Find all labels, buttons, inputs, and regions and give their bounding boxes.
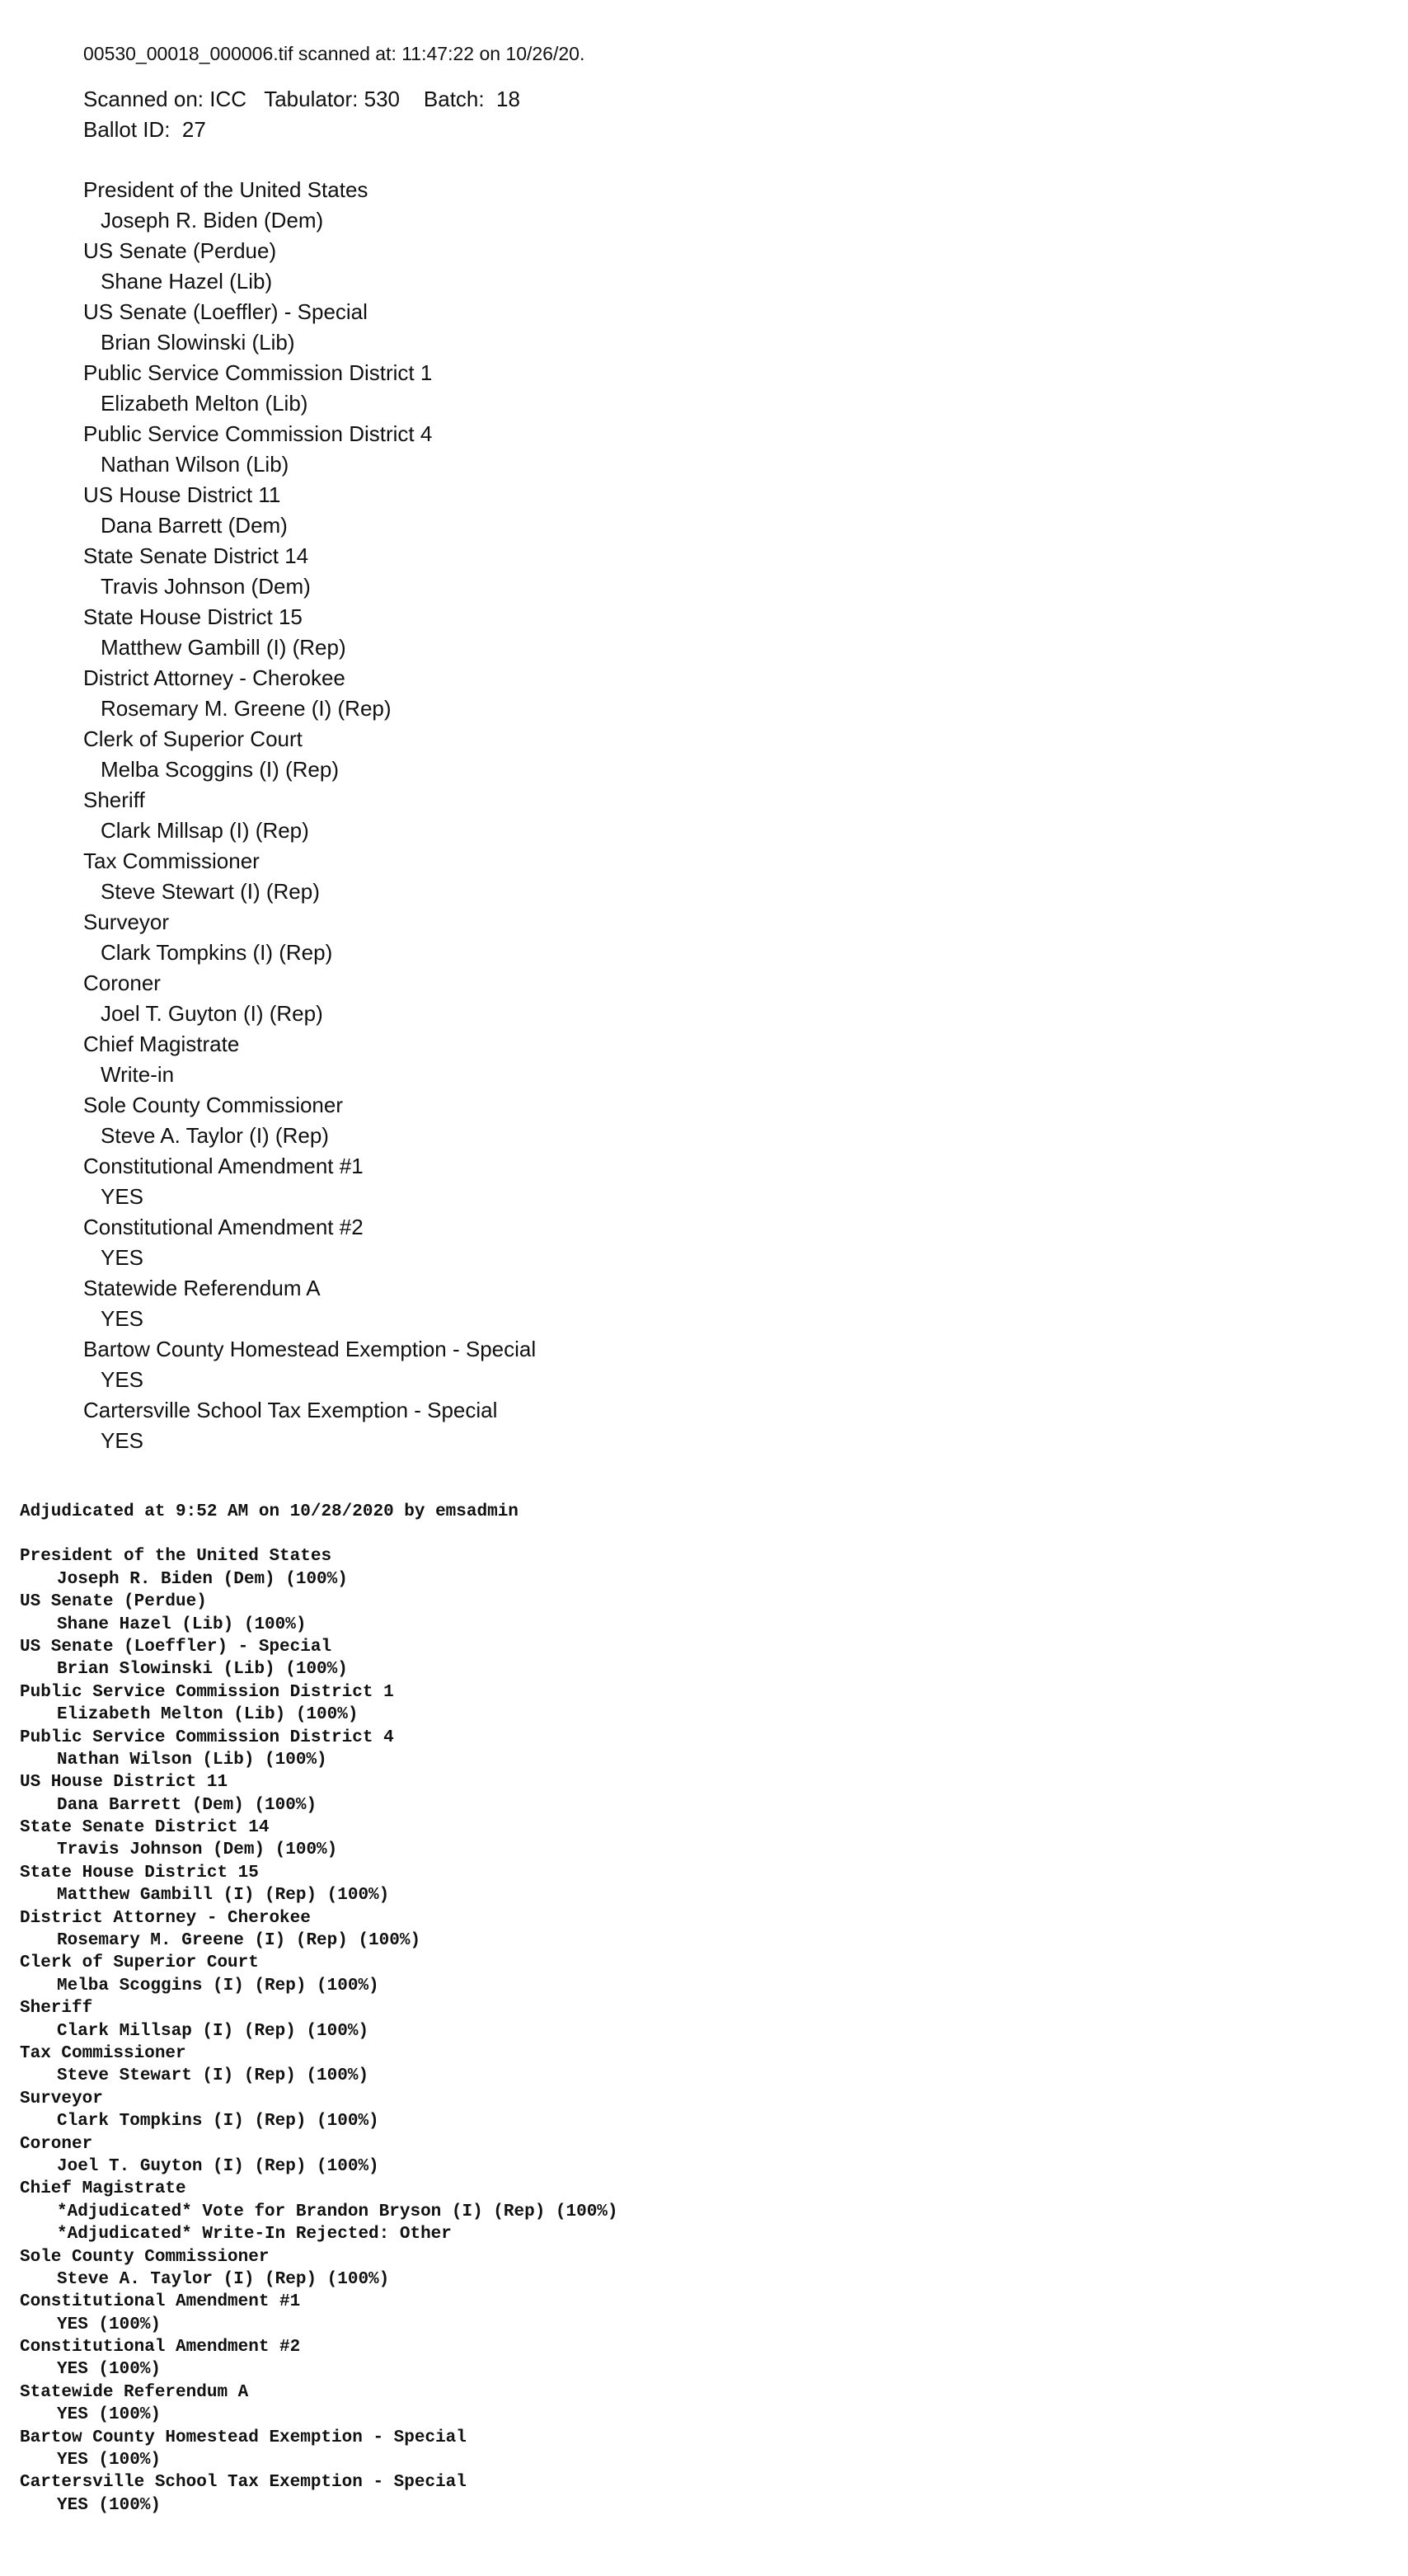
adjudicated-choice: Elizabeth Melton (Lib) (100%) (57, 1705, 359, 1725)
adjudicated-contest-title: President of the United States (20, 1547, 332, 1567)
adjudicated-contest-title: Coroner (20, 2134, 93, 2154)
adjudicated-choice: YES (100%) (57, 2405, 162, 2425)
scan-contest-choice: Melba Scoggins (I) (Rep) (101, 757, 339, 782)
scanned-on-line: Scanned on: ICC Tabulator: 530 Batch: 18 (83, 87, 520, 111)
scan-contest-title: Surveyor (83, 910, 170, 934)
adjudicated-contest-list (20, 1545, 1372, 2517)
scan-contest-choice: Shane Hazel (Lib) (101, 269, 273, 294)
scan-contest-item (83, 1395, 1237, 1456)
scan-contest-item (83, 419, 1237, 480)
scan-contest-item (83, 1273, 1237, 1334)
adjudicated-contest-item (20, 1907, 1372, 1953)
scan-contest-title: Chief Magistrate (83, 1032, 240, 1056)
ballot-id-line: Ballot ID: 27 (83, 117, 206, 142)
adjudicated-choice: Dana Barrett (Dem) (100%) (57, 1795, 317, 1815)
scan-contest-choice: Brian Slowinski (Lib) (101, 330, 295, 355)
scan-contest-title: Constitutional Amendment #2 (83, 1215, 364, 1239)
scan-contest-item (83, 480, 1237, 541)
adjudicated-contest-item (20, 1681, 1372, 1727)
adjudicated-choice: Melba Scoggins (I) (Rep) (100%) (57, 1976, 379, 1995)
scan-contest-item (83, 663, 1237, 724)
adjudicated-choice: Clark Tompkins (I) (Rep) (100%) (57, 2112, 379, 2132)
adjudicated-contest-title: State House District 15 (20, 1863, 259, 1883)
adjudicated-contest-item (20, 2088, 1372, 2133)
scan-contest-item (83, 907, 1237, 968)
scan-contest-choice: Elizabeth Melton (Lib) (101, 391, 308, 416)
scan-contest-title: Coroner (83, 971, 161, 995)
scan-contest-choice: YES (101, 1428, 144, 1453)
scan-contest-item (83, 1334, 1237, 1395)
adjudicated-contest-title: Statewide Referendum A (20, 2382, 249, 2402)
adjudicated-choice: *Adjudicated* Vote for Brandon Bryson (I) (Rep) (100%) (57, 2202, 618, 2221)
adjudicated-contest-item (20, 1817, 1372, 1862)
scan-contest-choice: Rosemary M. Greene (I) (Rep) (101, 696, 392, 721)
scan-contest-title: Statewide Referendum A (83, 1276, 321, 1300)
adjudicated-choice: Brian Slowinski (Lib) (100%) (57, 1660, 348, 1680)
scan-contest-choice: Nathan Wilson (Lib) (101, 452, 289, 477)
scan-contest-title: Clerk of Superior Court (83, 726, 303, 751)
scan-contest-item (83, 1151, 1237, 1212)
adjudicated-contest-title: Sole County Commissioner (20, 2247, 270, 2267)
adjudicated-choice: Joseph R. Biden (Dem) (100%) (57, 1569, 348, 1589)
adjudicated-choice: Clark Millsap (I) (Rep) (100%) (57, 2021, 369, 2041)
scan-contest-title: Public Service Commission District 4 (83, 421, 433, 446)
scan-meta (83, 84, 1237, 145)
adjudicated-contest-item (20, 2336, 1372, 2381)
scan-contest-title: US House District 11 (83, 482, 281, 507)
adjudicated-contest-title: Sheriff (20, 1999, 93, 2019)
adjudicated-contest-item (20, 1727, 1372, 1772)
adjudication-header: Adjudicated at 9:52 AM on 10/28/2020 by emsadmin (20, 1502, 519, 1521)
scan-contest-choice: Joseph R. Biden (Dem) (101, 208, 324, 233)
adjudicated-choice: Rosemary M. Greene (I) (Rep) (100%) (57, 1931, 421, 1951)
adjudicated-contest-title: Chief Magistrate (20, 2179, 186, 2199)
adjudicated-contest-title: District Attorney - Cherokee (20, 1908, 311, 1928)
scan-contest-title: Cartersville School Tax Exemption - Special (83, 1398, 498, 1422)
scan-contest-title: President of the United States (83, 177, 368, 202)
adjudicated-contest-title: US House District 11 (20, 1773, 228, 1793)
adjudicated-contest-title: Clerk of Superior Court (20, 1953, 259, 1973)
scan-contest-title: State House District 15 (83, 604, 303, 629)
adjudicated-contest-item (20, 2042, 1372, 2088)
adjudicated-choice: Matthew Gambill (I) (Rep) (100%) (57, 1886, 390, 1906)
scan-contest-title: State Senate District 14 (83, 543, 309, 568)
adjudicated-choice: Nathan Wilson (Lib) (100%) (57, 1750, 327, 1770)
adjudicated-choice: YES (100%) (57, 2360, 162, 2380)
scan-contest-title: US Senate (Loeffler) - Special (83, 299, 368, 324)
adjudicated-contest-item (20, 1952, 1372, 1997)
adjudicated-choice: Travis Johnson (Dem) (100%) (57, 1840, 338, 1860)
adjudicated-contest-title: Surveyor (20, 2089, 103, 2108)
adjudicated-contest-title: Cartersville School Tax Exemption - Special (20, 2473, 467, 2493)
adjudicated-contest-item (20, 2178, 1372, 2245)
adjudicated-choice: Shane Hazel (Lib) (100%) (57, 1615, 307, 1634)
scan-contest-choice: YES (101, 1306, 144, 1331)
adjudicated-contest-item (20, 1636, 1372, 1681)
adjudicated-contest-item (20, 1771, 1372, 1817)
adjudicated-contest-title: Constitutional Amendment #2 (20, 2338, 301, 2357)
scan-contest-item (83, 236, 1237, 297)
scan-contest-choice: Clark Tompkins (I) (Rep) (101, 940, 333, 965)
adjudicated-contest-item (20, 1862, 1372, 1907)
adjudicated-contest-title: Public Service Commission District 1 (20, 1682, 394, 1702)
adjudicated-contest-item (20, 1591, 1372, 1636)
adjudicated-choice: *Adjudicated* Write-In Rejected: Other (57, 2225, 452, 2245)
scan-contest-item (83, 541, 1237, 602)
adjudicated-contest-item (20, 2427, 1372, 2472)
scan-contest-choice: Joel T. Guyton (I) (Rep) (101, 1001, 323, 1026)
scan-contest-item (83, 968, 1237, 1029)
adjudicated-contest-title: US Senate (Loeffler) - Special (20, 1637, 332, 1657)
scanned-contest-list (83, 175, 1237, 1456)
scan-contest-choice: Steve Stewart (I) (Rep) (101, 879, 320, 904)
adjudicated-contest-item (20, 2246, 1372, 2292)
adjudicated-contest-item (20, 2471, 1372, 2517)
scan-contest-item (83, 358, 1237, 419)
scan-contest-choice: Dana Barrett (Dem) (101, 513, 288, 538)
scan-contest-item (83, 1090, 1237, 1151)
adjudicated-contest-item (20, 2133, 1372, 2179)
scan-contest-title: Sheriff (83, 787, 145, 812)
adjudication-section (20, 1501, 1372, 2517)
adjudicated-choice: Steve A. Taylor (I) (Rep) (100%) (57, 2269, 390, 2289)
scan-contest-title: Bartow County Homestead Exemption - Special (83, 1337, 537, 1361)
adjudicated-contest-item (20, 1545, 1372, 1591)
adjudicated-choice: Joel T. Guyton (I) (Rep) (100%) (57, 2156, 379, 2176)
scan-contest-choice: YES (101, 1367, 144, 1392)
adjudicated-contest-title: State Senate District 14 (20, 1818, 270, 1838)
scan-contest-title: Tax Commissioner (83, 848, 260, 873)
scan-contest-item (83, 297, 1237, 358)
scan-header: 00530_00018_000006.tif scanned at: 11:47:22 on 10/26/20. (83, 43, 585, 64)
scan-contest-choice: Steve A. Taylor (I) (Rep) (101, 1123, 329, 1148)
scan-contest-title: District Attorney - Cherokee (83, 665, 345, 690)
scan-contest-choice: Travis Johnson (Dem) (101, 574, 311, 599)
scan-contest-choice: YES (101, 1184, 144, 1209)
scanned-ballot-section (83, 41, 1237, 1456)
scan-contest-choice: Matthew Gambill (I) (Rep) (101, 635, 346, 660)
scan-contest-choice: Clark Millsap (I) (Rep) (101, 818, 309, 843)
adjudicated-contest-title: Constitutional Amendment #1 (20, 2292, 301, 2312)
adjudicated-contest-item (20, 2291, 1372, 2336)
scan-contest-choice: Write-in (101, 1062, 175, 1087)
scan-contest-title: US Senate (Perdue) (83, 238, 277, 263)
adjudicated-contest-title: Bartow County Homestead Exemption - Special (20, 2428, 467, 2447)
adjudicated-choice: YES (100%) (57, 2315, 162, 2334)
scan-contest-choice: YES (101, 1245, 144, 1270)
adjudicated-choice: Steve Stewart (I) (Rep) (100%) (57, 2066, 369, 2086)
scan-contest-item (83, 785, 1237, 846)
adjudicated-choice: YES (100%) (57, 2495, 162, 2515)
scan-contest-item (83, 602, 1237, 663)
scan-contest-item (83, 1212, 1237, 1273)
adjudicated-choice: YES (100%) (57, 2451, 162, 2470)
scan-contest-item (83, 1029, 1237, 1090)
scan-contest-item (83, 724, 1237, 785)
scan-contest-item (83, 846, 1237, 907)
scan-contest-title: Sole County Commissioner (83, 1093, 344, 1117)
scan-contest-title: Constitutional Amendment #1 (83, 1154, 364, 1178)
adjudicated-contest-item (20, 2381, 1372, 2427)
adjudicated-contest-item (20, 1997, 1372, 2042)
scan-contest-item (83, 175, 1237, 236)
adjudicated-contest-title: US Senate (Perdue) (20, 1592, 207, 1612)
adjudicated-contest-title: Tax Commissioner (20, 2043, 186, 2063)
scan-contest-title: Public Service Commission District 1 (83, 360, 433, 385)
adjudicated-contest-title: Public Service Commission District 4 (20, 1728, 394, 1747)
